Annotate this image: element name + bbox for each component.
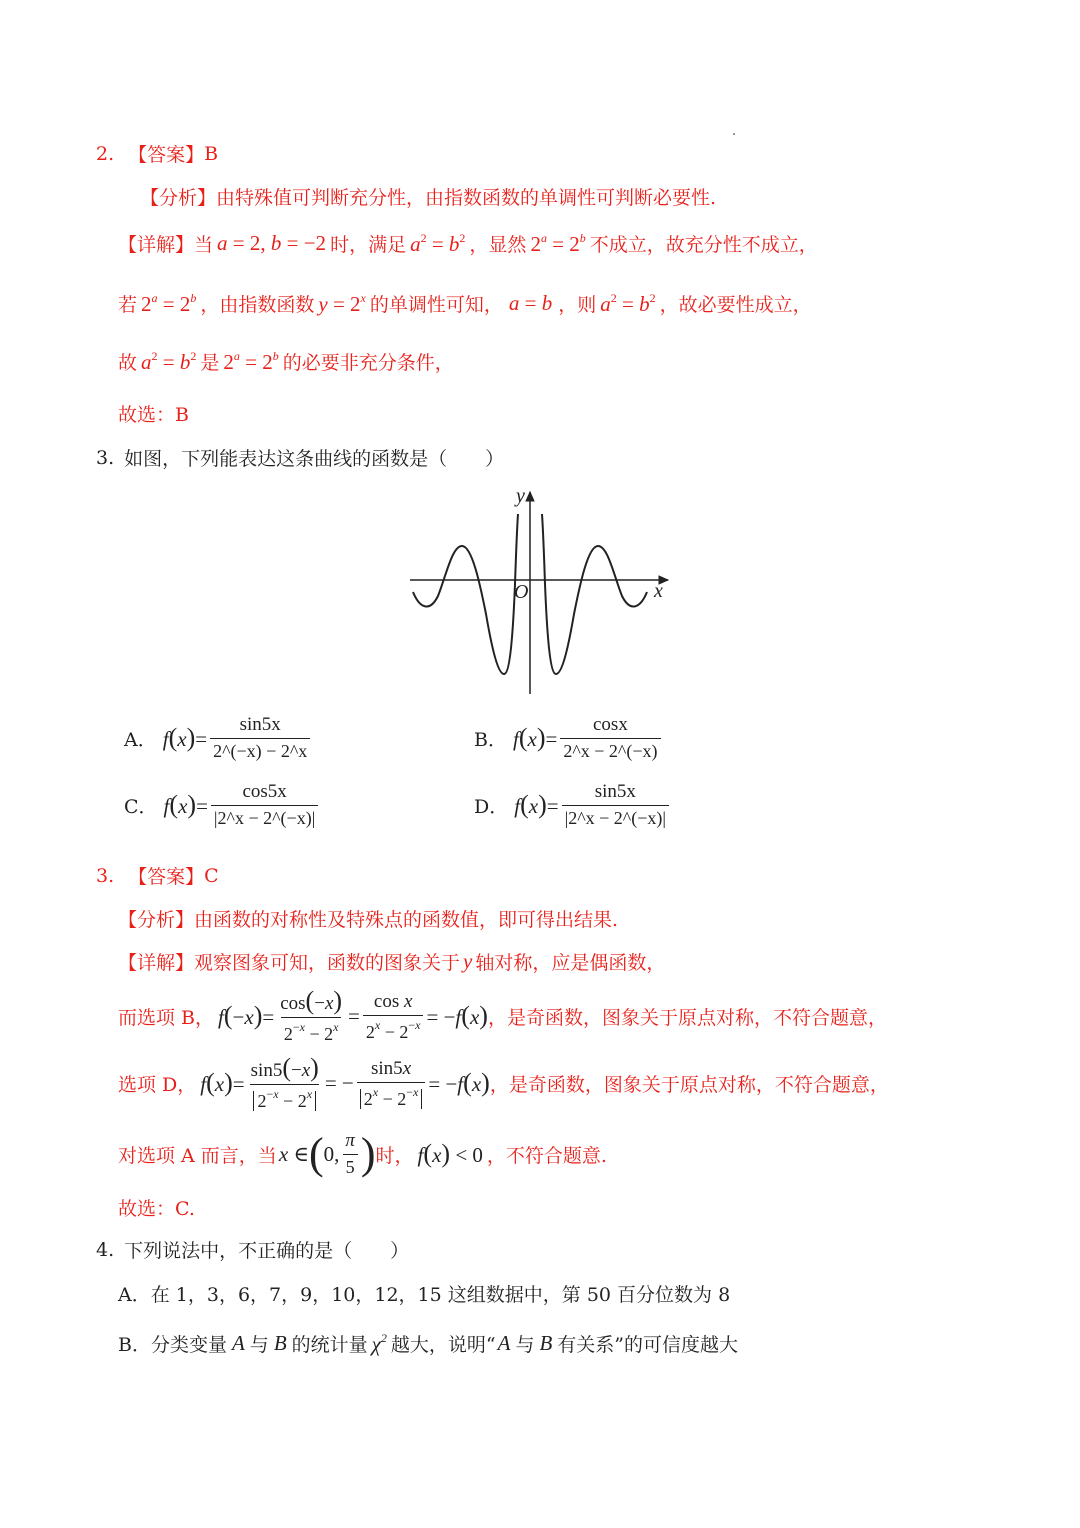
math-a2-eq-b2: $a^2 = b^2$ bbox=[410, 230, 466, 256]
x-axis-label: x bbox=[654, 580, 663, 602]
q3-detail-line-1 bbox=[118, 948, 665, 975]
q2-analysis-tag: 【分析】 bbox=[140, 187, 217, 209]
check-d-frac1: $\frac{\sin 5(-x)}{2^{-x} - 2^x}$ bbox=[250, 1053, 319, 1111]
option-d-label: D． bbox=[474, 795, 509, 818]
option-c-denominator: |2^x − 2^(−x)| bbox=[211, 805, 318, 829]
option-b-fraction bbox=[560, 714, 660, 762]
option-b-numerator: cosx bbox=[593, 714, 628, 735]
q3-graph bbox=[400, 484, 680, 699]
text-necessary: ，故必要性成立， bbox=[659, 294, 812, 316]
check-d-intro: 选项 D， bbox=[118, 1074, 197, 1096]
q4-b-part5: 与 bbox=[515, 1334, 535, 1356]
math-a2-b-2: a = 2, b = −2 bbox=[217, 231, 327, 255]
option-c-label: C． bbox=[124, 795, 158, 818]
check-b-rhs: = −f(x) bbox=[426, 1001, 488, 1030]
check-b-frac2: $\frac{\text{cos x}}{2^x - 2^{-x}}$ bbox=[363, 991, 424, 1043]
text-by-exp: ，由指数函数 bbox=[200, 294, 315, 316]
chi-squared: $\chi^2$ bbox=[371, 1330, 387, 1356]
check-a-mid: 时， bbox=[375, 1144, 414, 1167]
q4-b-part1: B．分类变量 bbox=[118, 1334, 227, 1356]
text-when: 当 bbox=[194, 234, 214, 256]
math-a2-eq-b2-2: $a^2 = b^2$ bbox=[600, 290, 656, 316]
q4-stem-line bbox=[96, 1236, 409, 1263]
check-b-tail: ，是奇函数，图象关于原点对称，不符合题意， bbox=[487, 1007, 887, 1029]
text-not-holds: 不成立，故充分性不成立， bbox=[589, 234, 818, 256]
q3-stem-line bbox=[96, 444, 504, 471]
var-B-2: B bbox=[539, 1331, 553, 1355]
option-d-lhs: f(x)= bbox=[514, 789, 559, 819]
q2-answer-tag: 【答案】 bbox=[128, 144, 205, 166]
option-a-numerator: sin5x bbox=[239, 714, 281, 735]
text-mono: 的单调性可知， bbox=[369, 294, 503, 316]
q3-check-a-line: 对选项 A 而言，当 x ∈ ( 0, $\frac{\pi}{5}$ ) 时， f(x) < 0 ，不符合题意. bbox=[118, 1129, 607, 1178]
q4-b-part3: 的统计量 bbox=[291, 1334, 368, 1356]
q2-answer-line bbox=[96, 140, 218, 167]
option-d-numerator: sin5x bbox=[594, 781, 636, 802]
var-A: A bbox=[231, 1331, 245, 1355]
q3-analysis-line bbox=[118, 905, 618, 932]
q4-b-part2: 与 bbox=[249, 1334, 269, 1356]
stray-dot bbox=[733, 133, 735, 135]
q3-detail-text-b: 轴对称，应是偶函数， bbox=[475, 952, 666, 974]
q3-option-c bbox=[124, 781, 321, 829]
q3-answer-line bbox=[96, 862, 219, 889]
q3-option-d bbox=[474, 781, 672, 829]
check-a-tail: ，不符合题意. bbox=[486, 1144, 607, 1167]
option-c-numerator: cos5x bbox=[242, 781, 287, 802]
q3-option-b bbox=[474, 714, 664, 762]
q2-number: 2. bbox=[96, 142, 115, 165]
q3-answer-number: 3. bbox=[96, 864, 115, 887]
math-a-eq-b: a = b bbox=[508, 291, 553, 315]
q4-b-part6: 有关系”的可信度越大 bbox=[557, 1334, 739, 1356]
text-if: 若 bbox=[118, 294, 138, 316]
q2-detail-line-2 bbox=[118, 290, 812, 317]
y-axis-label: y bbox=[516, 485, 525, 507]
q4-stem: 下列说法中，不正确的是（ ） bbox=[124, 1240, 410, 1262]
math-a2-eq-b2-3: $a^2 = b^2$ bbox=[141, 348, 197, 374]
var-A-2: A bbox=[497, 1331, 511, 1355]
q2-detail-line-1 bbox=[118, 230, 818, 257]
q4-option-b bbox=[118, 1330, 738, 1357]
option-a-denominator: 2^(−x) − 2^x bbox=[210, 738, 310, 762]
q3-stem: 如图，下列能表达这条曲线的函数是（ ） bbox=[124, 448, 505, 470]
check-b-lhs: f(−x)= bbox=[218, 1001, 275, 1030]
text-then: ，则 bbox=[558, 294, 597, 316]
q3-select-line bbox=[118, 1194, 195, 1221]
check-a-pi-over-5: $\frac{\pi}{5}$ bbox=[342, 1130, 358, 1178]
check-a-interval: x ∈ bbox=[278, 1141, 309, 1166]
q3-check-d-line: 选项 D， f(x)= $\frac{\sin 5(-x)}{2^{-x} - 2^x}$ = − $\frac{\sin 5x}{2^x - 2^{-x}}$ = −f(x) ，是奇函数，图象关于原点对称，不符合题意， bbox=[118, 1053, 889, 1111]
q2-detail-line-3 bbox=[118, 348, 454, 375]
check-d-tail: ，是奇函数，图象关于原点对称，不符合题意， bbox=[489, 1074, 889, 1096]
q3-number: 3. bbox=[96, 446, 115, 469]
option-c-fraction bbox=[211, 781, 318, 829]
math-y: y bbox=[463, 949, 473, 973]
math-2a-eq-2b: $2^a = 2^b$ bbox=[530, 230, 586, 256]
check-d-rhs: = −f(x) bbox=[428, 1068, 490, 1097]
text-is: 是 bbox=[200, 352, 220, 374]
q3-analysis-text: 由函数的对称性及特殊点的函数值，即可得出结果. bbox=[194, 909, 619, 931]
check-b-intro: 而选项 B， bbox=[118, 1007, 215, 1029]
q2-select-line bbox=[118, 400, 189, 427]
q3-select: 故选：C. bbox=[118, 1198, 195, 1220]
math-2a-eq-2b-3: $2^a = 2^b$ bbox=[223, 348, 279, 374]
q2-answer-choice: B bbox=[204, 142, 219, 165]
option-d-denominator: |2^x − 2^(−x)| bbox=[562, 805, 669, 829]
text-obvious: ，显然 bbox=[469, 234, 527, 256]
q2-analysis-text: 由特殊值可判断充分性，由指数函数的单调性可判断必要性. bbox=[216, 187, 717, 209]
math-2a-eq-2b-2: $2^a = 2^b$ bbox=[141, 290, 197, 316]
curve-left bbox=[413, 514, 518, 674]
check-a-intro: 对选项 A 而言，当 bbox=[118, 1144, 277, 1167]
option-c-lhs: f(x)= bbox=[163, 789, 208, 819]
q2-analysis-line bbox=[140, 183, 716, 210]
option-b-lhs: f(x)= bbox=[512, 722, 558, 752]
q3-detail-tag: 【详解】 bbox=[118, 952, 195, 974]
option-a-fraction bbox=[210, 714, 310, 762]
q4-option-a-text: A．在 1，3，6，7，9，10，12，15 这组数据中，第 50 百分位数为 8 bbox=[118, 1284, 731, 1306]
option-b-label: B． bbox=[474, 728, 507, 751]
q2-select: 故选：B bbox=[118, 404, 189, 426]
var-B: B bbox=[273, 1331, 287, 1355]
q3-option-a bbox=[124, 714, 313, 762]
q4-number: 4. bbox=[96, 1238, 115, 1261]
text-thus: 故 bbox=[118, 352, 138, 374]
option-d-fraction bbox=[562, 781, 669, 829]
text-satisfy: 时，满足 bbox=[330, 234, 407, 256]
q3-answer-choice: C bbox=[204, 864, 219, 887]
check-d-frac2: $\frac{\sin 5x}{2^x - 2^{-x}}$ bbox=[357, 1058, 426, 1110]
check-d-lhs: f(x)= bbox=[200, 1068, 245, 1097]
q3-analysis-tag: 【分析】 bbox=[118, 909, 195, 931]
q4-b-part4: 越大，说明“ bbox=[390, 1334, 496, 1356]
q3-answer-tag: 【答案】 bbox=[128, 866, 205, 888]
q4-option-a bbox=[118, 1280, 730, 1307]
math-y-eq-2x: $y = 2^x$ bbox=[318, 290, 366, 316]
origin-label: O bbox=[514, 581, 529, 603]
check-b-frac1: $\frac{\cos(-x)}{2^{-x} - 2^x}$ bbox=[280, 986, 343, 1044]
option-b-denominator: 2^x − 2^(−x) bbox=[560, 738, 660, 762]
check-a-ineq: f(x) < 0 bbox=[417, 1138, 483, 1168]
curve-right bbox=[542, 514, 647, 674]
option-a-label: A． bbox=[124, 728, 157, 751]
option-a-lhs: f(x)= bbox=[162, 722, 208, 752]
text-condition: 的必要非充分条件， bbox=[282, 352, 454, 374]
q2-detail-tag: 【详解】 bbox=[118, 234, 195, 256]
q3-check-b-line: 而选项 B， f(−x)= $\frac{\cos(-x)}{2^{-x} - 2^x}$ = $\frac{\text{cos x}}{2^x - 2^{-x}}$ = −f(x) ，是奇函数，图象关于原点对称，不符合题意， bbox=[118, 986, 887, 1044]
q3-detail-text-a: 观察图象可知，函数的图象关于 bbox=[194, 952, 461, 974]
